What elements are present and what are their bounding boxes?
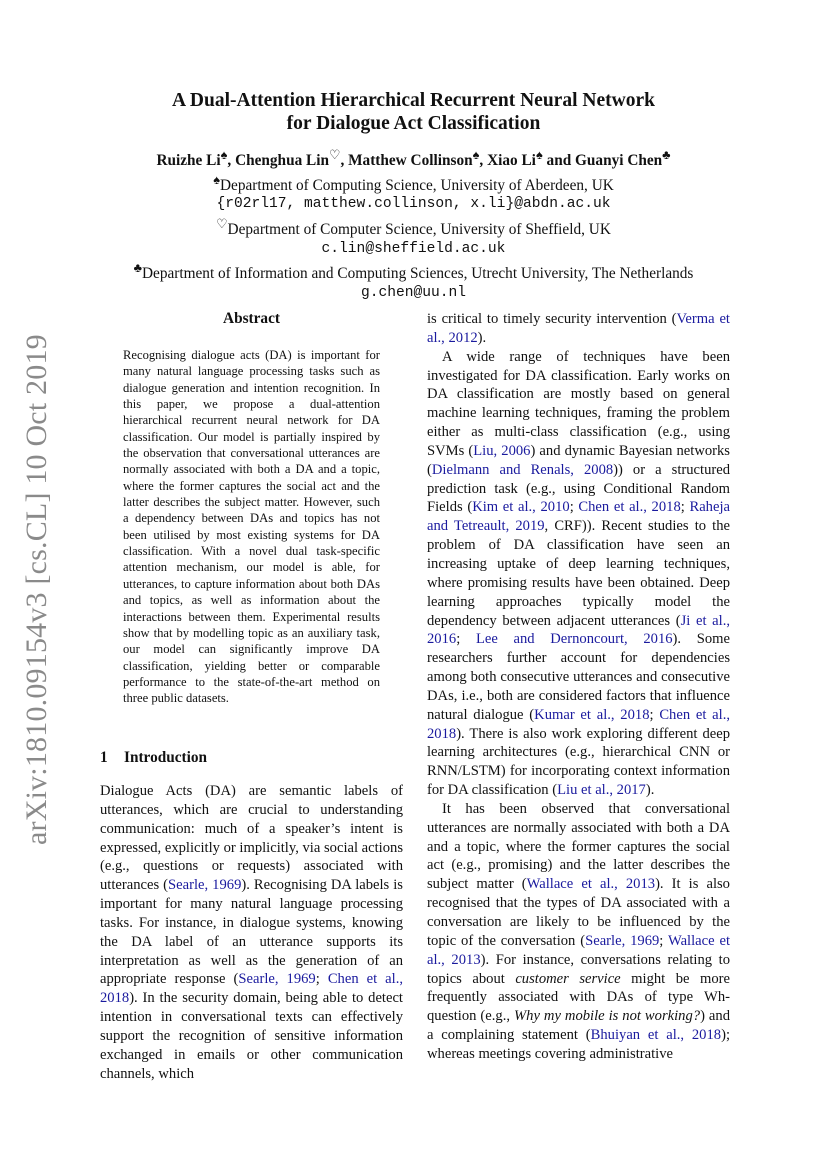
citation-link[interactable]: Lee and Dernoncourt, 2016: [475, 631, 673, 648]
intro-paragraph-3: It has been observed that conversational utterances are normally associated with both a DA and a topic, where the former captures the social act (e.g., promising) and the latter describes the subject matter (Wallace et al., 2013). It is also recognised that the types of DA associated with a conversation are likely to be influenced by the topic of the conversation (Searle, 1969; Wallace et al., 2013). For instance, conversations relating to topics about customer service might be more frequently associated with DAs of type Wh-question (e.g., Why my mobile is not working?) and a complaining statement (Bhuiyan et al., 2018); whereas meetings covering administrative: [427, 800, 731, 1062]
introduction-right-column: [427, 310, 730, 1064]
title-line-1: A Dual-Attention Hierarchical Recurrent Neural Network: [172, 90, 655, 111]
author-5: Guanyi Chen: [575, 152, 663, 170]
citation-link[interactable]: Kim et al., 2010: [472, 499, 570, 516]
citation-link[interactable]: Ji et al., 2016: [427, 612, 730, 648]
author-4: Xiao Li: [487, 152, 536, 170]
affiliation-aberdeen: ♠Department of Computing Science, University of Aberdeen, UK: [213, 172, 614, 194]
section-title: Introduction: [124, 749, 208, 766]
author-2: Chenghua Lin: [235, 152, 330, 170]
affiliation-sheffield: ♡Department of Computer Science, University of Sheffield, UK: [216, 216, 611, 239]
citation-link[interactable]: Searle, 1969: [238, 971, 316, 988]
section-heading-introduction: [100, 749, 207, 767]
email-aberdeen: {r02rl17, matthew.collinson, x.li}@abdn.ac.uk: [216, 196, 611, 213]
intro-paragraph-1-continued: is critical to timely security intervention (Verma et al., 2012).: [427, 311, 730, 346]
author-3: Matthew Collinson: [348, 152, 473, 170]
author-names: Ruizhe Li♠, Chenghua Lin♡, Matthew Collinson♠, Xiao Li♠ and Guanyi Chen♣: [156, 148, 671, 170]
citation-link[interactable]: Chen et al., 2018: [100, 971, 404, 1007]
club-symbol: ♣: [662, 148, 671, 162]
paper-title: [0, 89, 827, 135]
abstract-text: Recognising dialogue acts (DA) is important for many natural language processing tasks such as dialogue generation and intention recognition. In this paper, we propose a dual-attention hierarchical recurrent neural network for DA classification. Our model is partially inspired by the observation that conversational utterances are normally associated with both a DA and a topic, where the former captures the social act and the latter describes the subject matter. However, such a dependency between DAs and topics has not been utilised by most existing systems for DA classification. With a novel dual task-specific attention mechanism, our model is able, for utterances, to capture information about both DAs and topics, as well as information about the interactions between them. Experimental results show that by modelling topic as an auxiliary task, our model can significantly improve DA classification, yielding better or comparable performance to the state-of-the-art method on three public datasets.: [123, 348, 380, 706]
abstract-heading: Abstract: [223, 310, 280, 327]
citation-link[interactable]: Kumar et al., 2018: [534, 706, 650, 723]
section-number: 1: [100, 749, 108, 766]
heart-symbol: ♡: [329, 148, 341, 162]
introduction-left-column: [100, 782, 403, 1084]
citation-link[interactable]: Dielmann and Renals, 2008: [431, 461, 614, 478]
spade-symbol: ♠: [220, 148, 228, 162]
citation-link[interactable]: Wallace et al., 2013: [526, 876, 656, 893]
citation-link[interactable]: Searle, 1969: [585, 932, 660, 949]
intro-paragraph-2: A wide range of techniques have been investigated for DA classification. Early works on DA classification are mostly based on general machine learning techniques, framing the problem either as multi-class classification (e.g., using SVMs (Liu, 2006) and dynamic Bayesian networks (Dielmann and Renals, 2008)) or a structured prediction task (e.g., using Conditional Random Fields (Kim et al., 2010; Chen et al., 2018; Raheja and Tetreault, 2019, CRF)). Recent studies to the problem of DA classification have seen an increasing uptake of deep learning techniques, where promising results have been obtained. Deep learning approaches typically model the dependency between adjacent utterances (Ji et al., 2016; Lee and Dernoncourt, 2016). Some researchers further account for dependencies among both consecutive utterances and consecutive DAs, i.e., both are considered factors that influence natural dialogue (Kumar et al., 2018; Chen et al., 2018). There is also work exploring different deep learning architectures (e.g., hierarchical CNN or RNN/LSTM) for incorporating context information for DA classification (Liu et al., 2017).: [427, 348, 730, 799]
author-1: Ruizhe Li: [156, 152, 221, 170]
emphasis-text: Why my mobile is not working?: [514, 1008, 701, 1025]
citation-link[interactable]: Wallace et al., 2013: [427, 932, 731, 968]
citation-link[interactable]: Bhuiyan et al., 2018: [590, 1027, 722, 1044]
arxiv-identifier: arXiv:1810.09154v3 [cs.CL] 10 Oct 2019: [20, 334, 53, 845]
email-sheffield: c.lin@sheffield.ac.uk: [321, 240, 506, 257]
citation-link[interactable]: Searle, 1969: [168, 877, 242, 894]
intro-paragraph-1: Dialogue Acts (DA) are semantic labels of utterances, which are crucial to understanding communication: much of a speaker’s intent is expressed, explicitly or implicitly, via social actions (e.g., questions or requests) associated with utterances (Searle, 1969). Recognising DA labels is important for many natural language processing tasks. For instance, in dialogue systems, knowing the DA label of an utterance supports its interpretation as well as the generation of an appropriate response (Searle, 1969; Chen et al., 2018). In the security domain, being able to detect intention in conversational texts can effectively support the recognition of sensitive information exchanged in emails or other communication channels, which: [100, 783, 404, 1082]
email-utrecht: g.chen@uu.nl: [360, 284, 467, 301]
affiliation-utrecht: ♣Department of Information and Computing Sciences, Utrecht University, The Netherlands: [133, 261, 694, 283]
citation-link[interactable]: Liu, 2006: [473, 442, 531, 459]
citation-link[interactable]: Chen et al., 2018: [578, 499, 681, 516]
citation-link[interactable]: Raheja and Tetreault, 2019: [427, 499, 730, 535]
citation-link[interactable]: Verma et al., 2012: [427, 311, 730, 346]
citation-link[interactable]: Liu et al., 2017: [557, 782, 646, 799]
author-block: [0, 146, 827, 304]
spade-symbol: ♠: [535, 148, 543, 162]
emphasis-text: customer service: [515, 970, 621, 987]
title-line-2: for Dialogue Act Classification: [286, 113, 541, 134]
citation-link[interactable]: Chen et al., 2018: [427, 706, 730, 742]
spade-symbol: ♠: [472, 148, 480, 162]
